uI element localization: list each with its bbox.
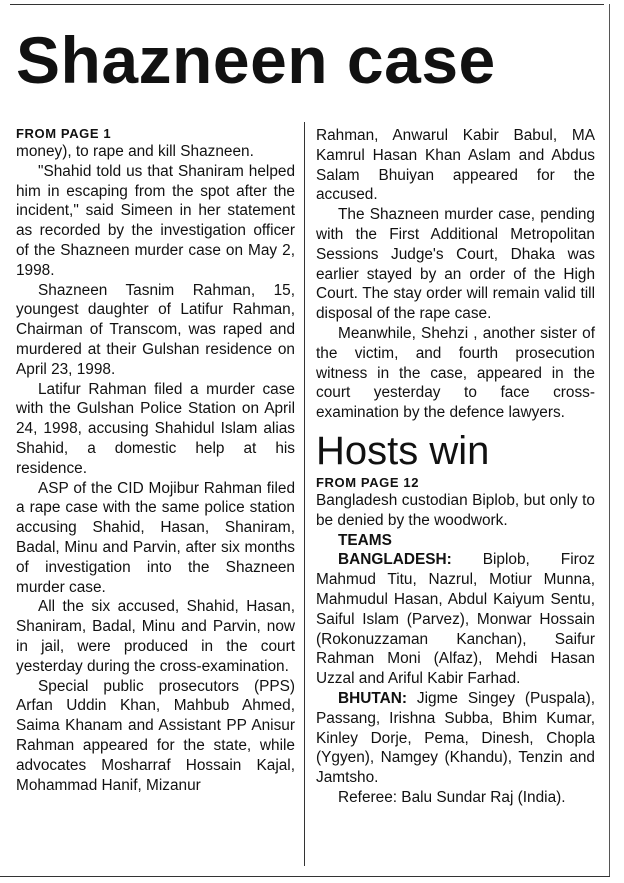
referee-line: Referee: Balu Sundar Raj (India). [338, 788, 566, 806]
paragraph: "Shahid told us that Shaniram helped him in escaping from the spot after the incident," said Simeen in her statement as recorded by the investigation officer of the Shazneen murder case on May 2, 1998. [16, 162, 295, 279]
right-border [609, 4, 610, 876]
kicker-from-page-1: FROM PAGE 1 [16, 126, 112, 141]
paragraph: All the six accused, Shahid, Hasan, Shaniram, Badal, Minu and Parvin, now in jail, were produced in the court yesterday during the cross-examination. [16, 598, 295, 675]
kicker-from-page-12: FROM PAGE 12 [316, 474, 420, 490]
headline-shazneen-case: Shazneen case [16, 23, 496, 97]
bhutan-players: Jigme Singey (Puspala), Passang, Irishna Subba, Bhim Kumar, Kinley Dorje, Pema, Dinesh, Chopla (Ygyen), Namgey (Khandu), Tenzin and Jamtsho. [316, 689, 595, 787]
bangladesh-label: BANGLADESH: [338, 551, 452, 569]
top-rule [10, 4, 604, 5]
paragraph: Latifur Rahman filed a murder case with the Gulshan Police Station on April 24, 1998, accusing Shahidul Islam alias Shahid, a domestic help at his residence. [16, 380, 295, 477]
paragraph: Bangladesh custodian Biplob, but only to be denied by the woodwork. [316, 491, 595, 529]
bhutan-label: BHUTAN: [338, 689, 407, 707]
paragraph: Shazneen Tasnim Rahman, 15, youngest daughter of Latifur Rahman, Chairman of Transcom, was raped and murdered at their Gulshan residence on April 23, 1998. [16, 281, 295, 378]
left-column [16, 126, 295, 795]
bottom-rule [0, 876, 610, 877]
teams-label: TEAMS [338, 531, 392, 549]
bangladesh-players: Biplob, Firoz Mahmud Titu, Nazrul, Motiur Munna, Mahmudul Hasan, Abdul Kaiyum Sentu, Saiful Islam (Parvez), Monwar Hossain (Rokonuzzaman Kanchan), Saifur Rahman Moni (Alfaz), Mehdi Hasan Uzzal and Ariful Kabir Farhad. [316, 551, 595, 688]
right-column [316, 126, 595, 808]
bhutan-lineup [316, 689, 595, 788]
paragraph: Meanwhile, Shehzi , another sister of the victim, and fourth prosecution witness in the case, appeared in the court yesterday to face cross-examination by the defence lawyers. [316, 324, 595, 422]
paragraph: Special public prosecutors (PPS) Arfan Uddin Khan, Mahbub Ahmed, Saima Khanam and Assistant PP Anisur Rahman appeared for the state, while advocates Mosharraf Hossain Kajal, Mohammad Hanif, Mizanur [16, 677, 295, 794]
paragraph: ASP of the CID Mojibur Rahman filed a rape case with the same police station accusing Shahid, Hasan, Shaniram, Badal, Minu and Parvin, after six months of investigation into the Shazneen murder case. [16, 479, 295, 596]
headline-hosts-win: Hosts win [316, 428, 490, 473]
paragraph: money), to rape and kill Shazneen. [16, 143, 254, 160]
bangladesh-lineup [316, 550, 595, 689]
column-divider [304, 122, 305, 866]
paragraph: Rahman, Anwarul Kabir Babul, MA Kamrul Hasan Khan Aslam and Abdus Salam Bhuiyan appeared for the accused. [316, 127, 595, 204]
paragraph: The Shazneen murder case, pending with the First Additional Metropolitan Sessions Judge's Court, Dhaka was earlier stayed by an order of the High Court. The stay order will remain valid till disposal of the rape case. [316, 206, 595, 323]
